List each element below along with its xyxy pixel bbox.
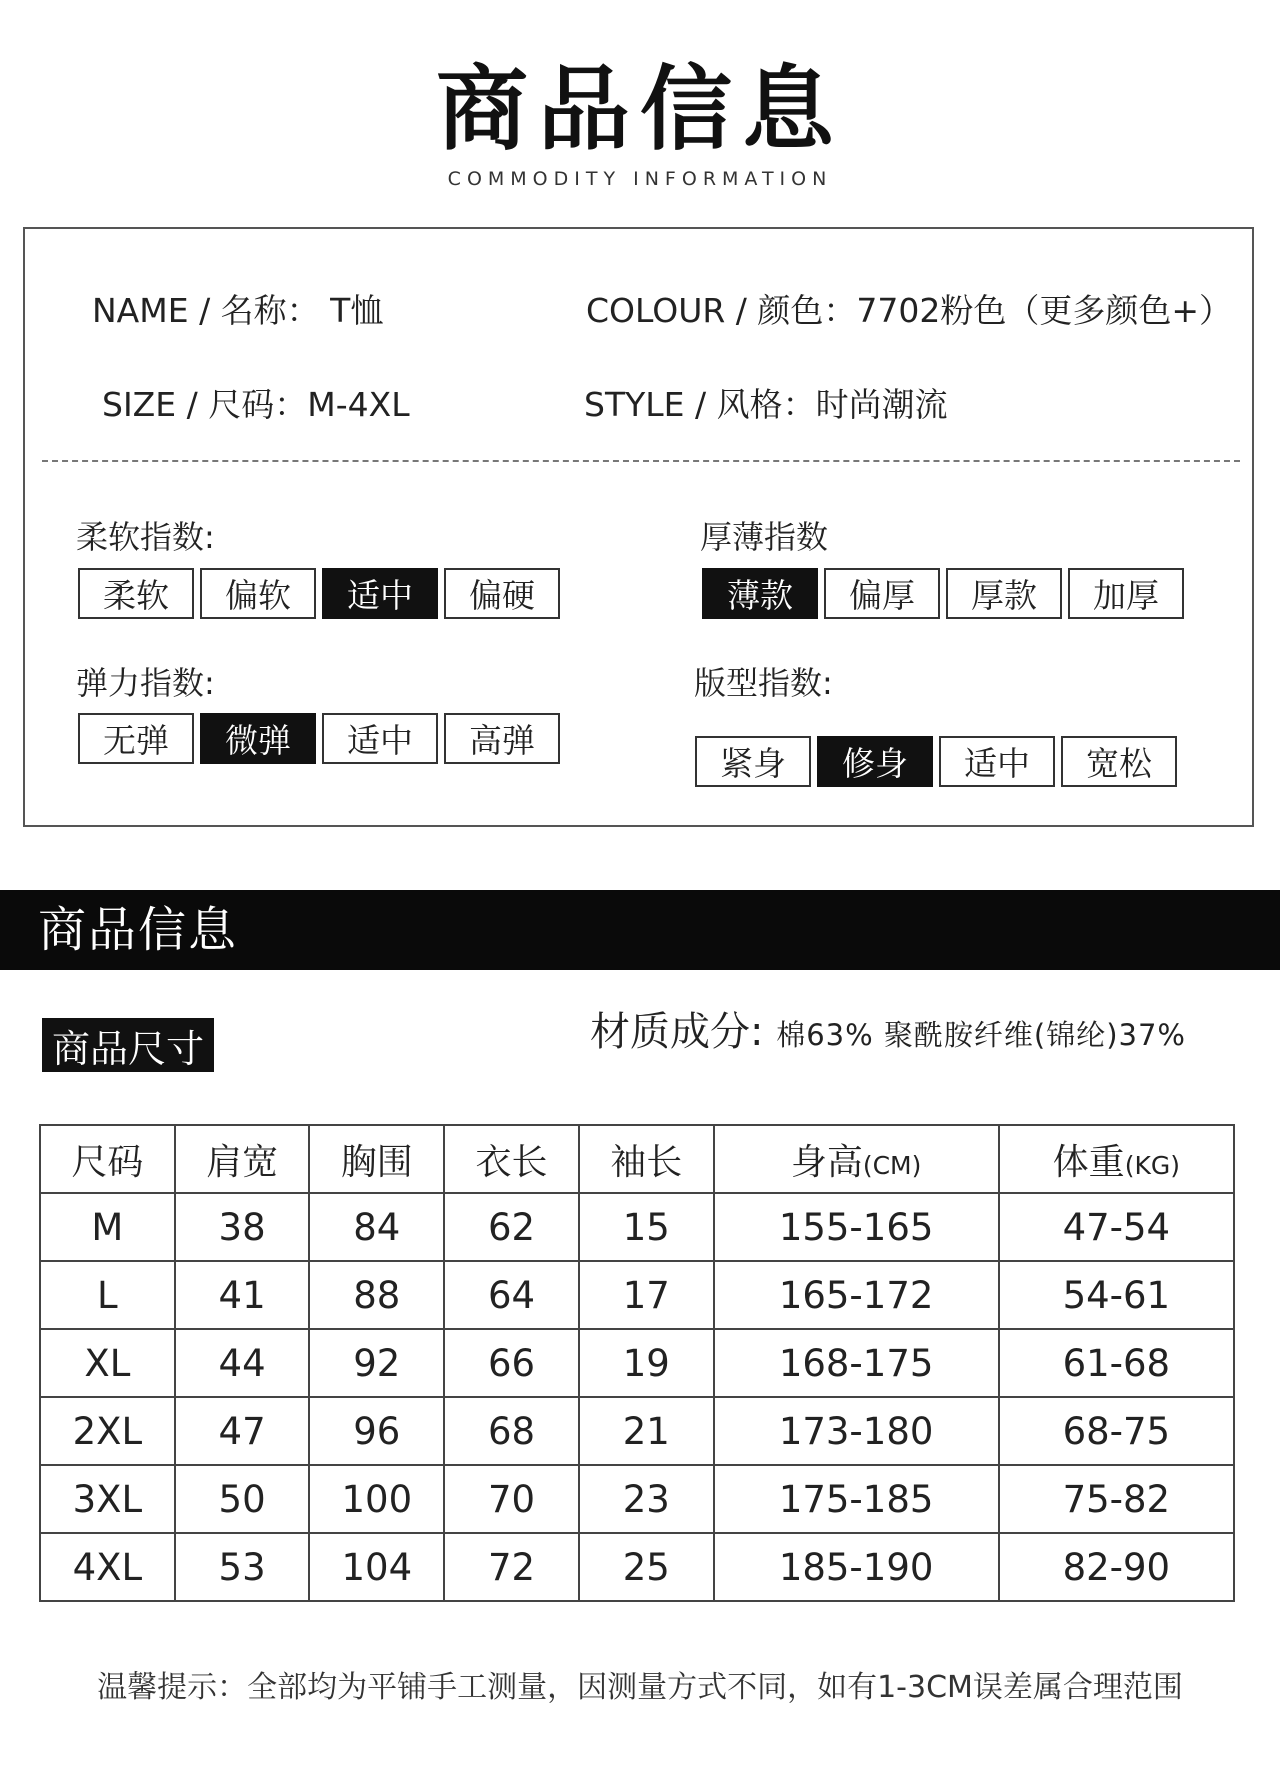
table-cell: 62 (444, 1193, 579, 1261)
info-colour: COLOUR / 颜色：7702粉色（更多颜色+） (586, 291, 1233, 330)
fit-options (695, 736, 1177, 787)
thickness-options (702, 568, 1184, 619)
elasticity-options (78, 713, 560, 764)
table-cell: 2XL (40, 1397, 175, 1465)
elasticity-option: 无弹 (78, 713, 194, 764)
col-header-sleeve: 袖长 (579, 1125, 714, 1193)
table-cell: 84 (309, 1193, 444, 1261)
table-row (40, 1261, 1234, 1329)
fit-option: 修身 (817, 736, 933, 787)
table-cell: 68-75 (999, 1397, 1234, 1465)
table-cell: 96 (309, 1397, 444, 1465)
elasticity-option: 适中 (322, 713, 438, 764)
table-header-row (40, 1125, 1234, 1193)
softness-option: 偏软 (200, 568, 316, 619)
softness-label: 柔软指数: (76, 518, 215, 556)
table-cell: XL (40, 1329, 175, 1397)
table-cell: 4XL (40, 1533, 175, 1601)
table-cell: 47-54 (999, 1193, 1234, 1261)
table-cell: 15 (579, 1193, 714, 1261)
col-header-shoulder: 肩宽 (175, 1125, 310, 1193)
thickness-option: 加厚 (1068, 568, 1184, 619)
table-cell: 53 (175, 1533, 310, 1601)
thickness-option: 偏厚 (824, 568, 940, 619)
table-cell: 50 (175, 1465, 310, 1533)
measurement-tip: 温馨提示：全部均为平铺手工测量，因测量方式不同，如有1-3CM误差属合理范围 (97, 1670, 1183, 1705)
info-name: NAME / 名称： T恤 (92, 291, 384, 330)
table-cell: 173-180 (714, 1397, 999, 1465)
fit-option: 适中 (939, 736, 1055, 787)
section-banner-title: 商品信息 (38, 902, 239, 958)
col-header-length: 衣长 (444, 1125, 579, 1193)
table-cell: 68 (444, 1397, 579, 1465)
elasticity-label: 弹力指数: (76, 664, 215, 702)
table-cell: 54-61 (999, 1261, 1234, 1329)
softness-option: 柔软 (78, 568, 194, 619)
table-cell: 41 (175, 1261, 310, 1329)
table-cell: 104 (309, 1533, 444, 1601)
table-row (40, 1465, 1234, 1533)
thickness-option: 薄款 (702, 568, 818, 619)
table-cell: 165-172 (714, 1261, 999, 1329)
elasticity-option: 高弹 (444, 713, 560, 764)
size-table (39, 1124, 1235, 1602)
table-row (40, 1329, 1234, 1397)
table-cell: 64 (444, 1261, 579, 1329)
material-label: 材质成分: (590, 1009, 764, 1055)
table-cell: 66 (444, 1329, 579, 1397)
fit-label: 版型指数: (694, 664, 833, 702)
elasticity-option: 微弹 (200, 713, 316, 764)
dashed-divider (42, 460, 1240, 462)
material-composition (590, 1000, 1186, 1057)
table-cell: 175-185 (714, 1465, 999, 1533)
softness-option: 适中 (322, 568, 438, 619)
table-cell: 88 (309, 1261, 444, 1329)
table-cell: 21 (579, 1397, 714, 1465)
page-subtitle: COMMODITY INFORMATION (447, 168, 833, 190)
table-cell: 168-175 (714, 1329, 999, 1397)
table-cell: 25 (579, 1533, 714, 1601)
table-cell: 23 (579, 1465, 714, 1533)
table-cell: 70 (444, 1465, 579, 1533)
table-cell: 82-90 (999, 1533, 1234, 1601)
table-row (40, 1193, 1234, 1261)
table-cell: 92 (309, 1329, 444, 1397)
fit-option: 紧身 (695, 736, 811, 787)
table-cell: 75-82 (999, 1465, 1234, 1533)
softness-option: 偏硬 (444, 568, 560, 619)
softness-options (78, 568, 560, 619)
col-header-size: 尺码 (40, 1125, 175, 1193)
table-cell: 38 (175, 1193, 310, 1261)
thickness-label: 厚薄指数 (700, 518, 829, 556)
table-cell: 44 (175, 1329, 310, 1397)
col-header-chest: 胸围 (309, 1125, 444, 1193)
table-cell: 72 (444, 1533, 579, 1601)
table-cell: 47 (175, 1397, 310, 1465)
table-cell: 155-165 (714, 1193, 999, 1261)
table-cell: 185-190 (714, 1533, 999, 1601)
table-row (40, 1397, 1234, 1465)
info-size: SIZE / 尺码：M-4XL (102, 385, 410, 424)
fit-option: 宽松 (1061, 736, 1177, 787)
size-section-label: 商品尺寸 (42, 1018, 214, 1072)
table-cell: 3XL (40, 1465, 175, 1533)
table-cell: M (40, 1193, 175, 1261)
table-cell: 61-68 (999, 1329, 1234, 1397)
material-value: 棉63% 聚酰胺纤维(锦纶)37% (776, 1018, 1186, 1052)
table-cell: 17 (579, 1261, 714, 1329)
table-cell: 19 (579, 1329, 714, 1397)
info-style: STYLE / 风格：时尚潮流 (584, 385, 948, 424)
thickness-option: 厚款 (946, 568, 1062, 619)
table-cell: L (40, 1261, 175, 1329)
table-row (40, 1533, 1234, 1601)
col-header-weight: 体重(KG) (999, 1125, 1234, 1193)
col-header-height: 身高(CM) (714, 1125, 999, 1193)
page-title: 商品信息 (435, 56, 844, 163)
table-cell: 100 (309, 1465, 444, 1533)
